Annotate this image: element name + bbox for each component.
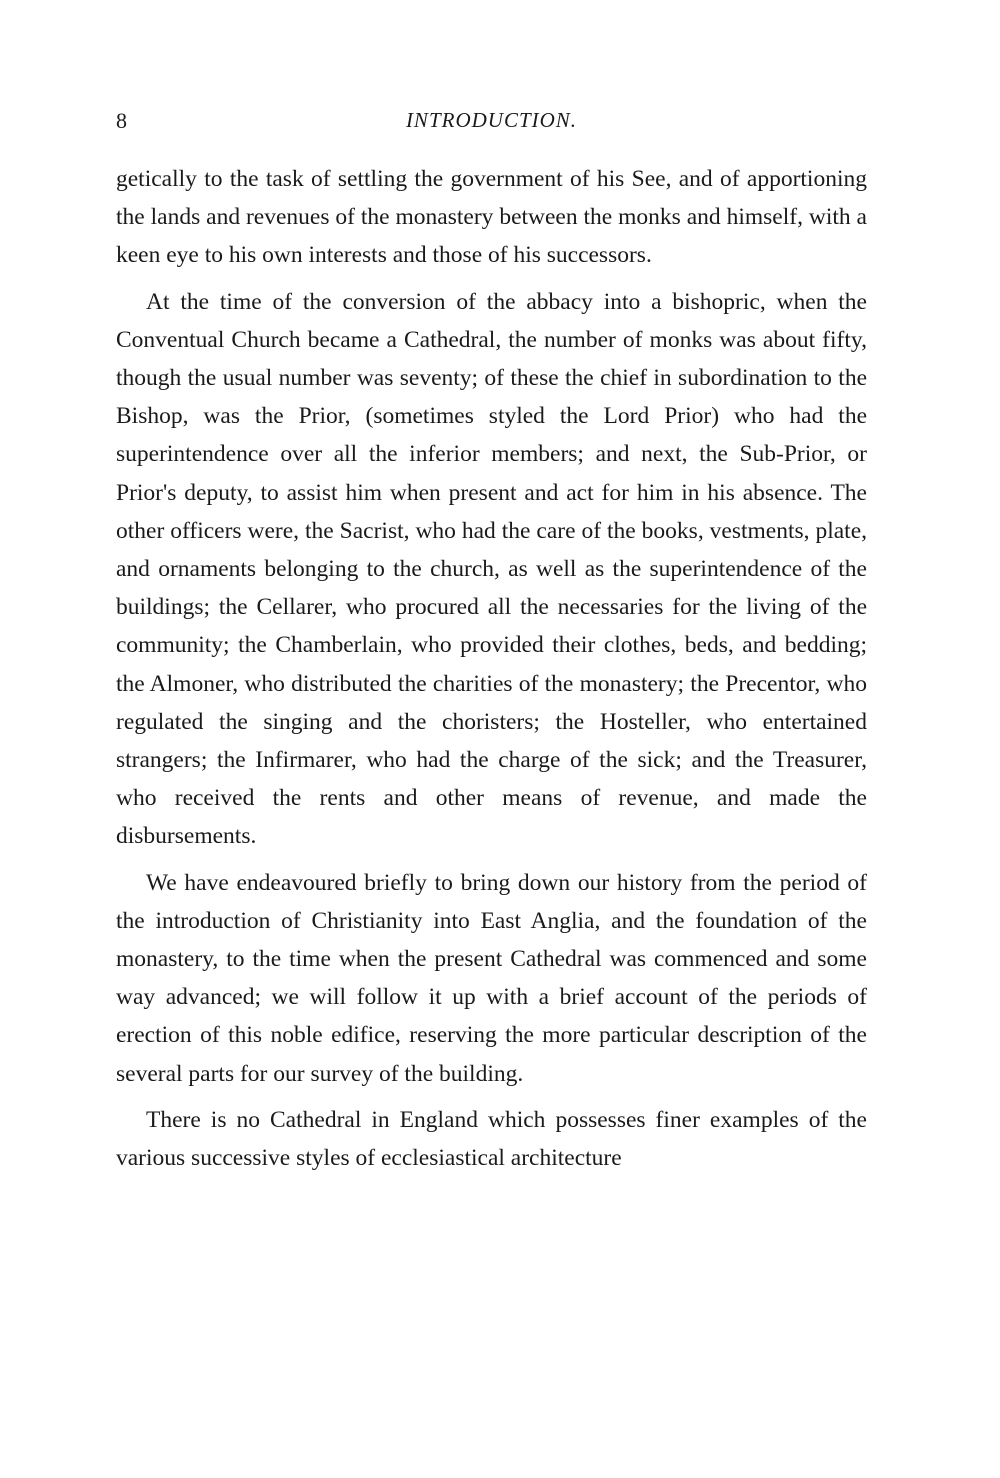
paragraph-history-summary: We have endeavoured briefly to bring down our history from the period of the introduction of Christianity into East Anglia, and the foundation of the monastery, to the time when the present Cathedral was commenced and some way advanced; we will follow it up with a brief account of the periods of erection of this noble edifice, reserving the more particular description of the several parts for our survey of the building. [116,869,867,1087]
paragraph-monastic-officers: At the time of the conversion of the abbacy into a bishopric, when the Conventual Church became a Cathedral, the number of monks was about fifty, though the usual number was seventy; of these the chief in subordination to the Bishop, was the Prior, (sometimes styled the Lord Prior) who had the superintendence over all the inferior members; and next, the Sub-Prior, or Prior's deputy, to assist him when present and act for him in his absence. The other officers were, the Sacrist, who had the care of the books, vestments, plate, and ornaments belonging to the church, as well as the superintendence of the buildings; the Cellarer, who procured all the necessaries for the living of the community; the Chamberlain, who provided their clothes, beds, and bedding; the Almoner, who distributed the charities of the monastery; the Precentor, who regulated the singing and the choristers; the Hosteller, who entertained strangers; the Infirmarer, who had the charge of the sick; and the Treasurer, who received the rents and other means of revenue, and made the disbursements. [116,288,867,850]
page-number: 8 [116,108,127,133]
running-title: INTRODUCTION. [405,108,578,132]
paragraph-continued: getically to the task of settling the government of his See, and of apportioning the lands and revenues of the monastery between the monks and himself, with a keen eye to his own interests and those of his successors. [116,166,867,269]
running-head [116,108,867,138]
paragraph-architecture: There is no Cathedral in England which possesses finer examples of the various successive styles of ecclesiastical architecture [116,1106,867,1172]
body-text [116,160,867,1177]
